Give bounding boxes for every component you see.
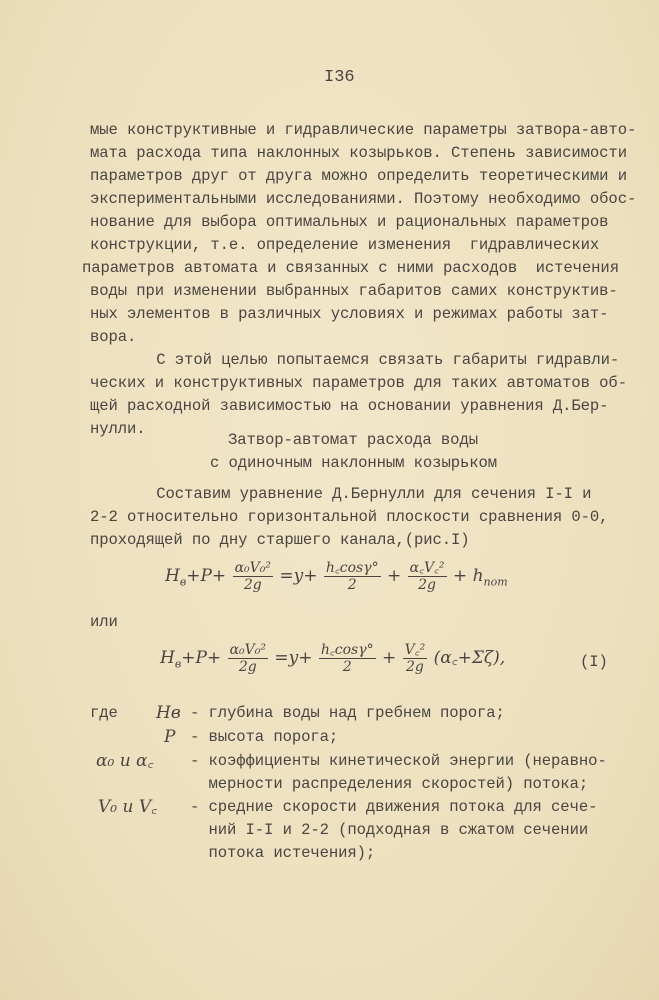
text-line: мата расхода типа наклонных козырьков. Степень зависимости	[90, 144, 627, 162]
equation-bernoulli: $H_в+P+$ $\frac{\text{α₀V₀²}}{2g}$ =y+ $\frac{h꜀\cos\gamma^\circ}{2}$ + $\frac{\text{α꜀V꜀²}}{2g}$ + $h_{пот}$	[165, 560, 508, 593]
definition-text: - коэффициенты кинетической энергии (неравно-	[190, 752, 607, 770]
text-line: мые конструктивные и гидравлические параметры затвора-авто-	[90, 121, 637, 139]
text-line: воды при изменении выбранных габаритов самих конструктив-	[90, 282, 618, 300]
definition-symbol: P	[164, 727, 176, 747]
page-number: I36	[324, 68, 355, 87]
text-line: параметров автомата и связанных с ними расходов истечения	[82, 259, 619, 277]
text-line: ческих и конструктивных параметров для таких автоматов об-	[90, 374, 627, 392]
section-heading: с одиночным наклонным козырьком	[210, 454, 497, 472]
definition-text: ний I-I и 2-2 (подходная в сжатом сечении	[190, 821, 589, 839]
definition-text: - высота порога;	[190, 728, 339, 746]
definition-text: - средние скорости движения потока для сече-	[190, 798, 598, 816]
text-line: Составим уравнение Д.Бернулли для сечения I-I и	[110, 485, 592, 503]
text-line: проходящей по дну старшего канала,(рис.I)	[90, 531, 470, 549]
equation-1: $H_в+P+$ $\frac{\text{α₀V₀²}}{2g}$ =y+ $\frac{h꜀\cos\gamma^\circ}{2}$ + $\frac{\text{V꜀²}}{2g}$ (α꜀+Σζ),	[160, 642, 506, 675]
definition-symbol: α₀ и α꜀	[96, 751, 154, 771]
definition-text: потока истечения);	[190, 844, 376, 862]
text-line: конструкции, т.е. определение изменения гидравлических	[90, 236, 600, 254]
where-label: где	[90, 704, 118, 722]
text-line: ных элементов в различных условиях и режимах работы зат-	[90, 305, 609, 323]
text-line: или	[90, 613, 118, 631]
text-line: 2-2 относительно горизонтальной плоскости сравнения 0-0,	[90, 508, 609, 526]
equation-number: (I)	[580, 653, 608, 671]
text-line: С этой целью попытаемся связать габариты гидравли-	[110, 351, 620, 369]
text-line: экспериментальными исследованиями. Поэтому необходимо обос-	[90, 190, 637, 208]
text-line: нование для выбора оптимальных и рациональных параметров	[90, 213, 609, 231]
definition-symbol: V₀ и V꜀	[98, 797, 158, 817]
text-line: вора.	[90, 328, 137, 346]
text-line: параметров друг от друга можно определить теоретическими и	[90, 167, 627, 185]
section-heading: Затвор-автомат расхода воды	[228, 431, 478, 449]
definition-symbol: Hв	[156, 703, 181, 723]
definition-text: мерности распределения скоростей) потока;	[190, 775, 589, 793]
definition-text: - глубина воды над гребнем порога;	[190, 704, 505, 722]
text-line: нулли.	[90, 420, 146, 438]
text-line: щей расходной зависимостью на основании уравнения Д.Бер-	[90, 397, 609, 415]
